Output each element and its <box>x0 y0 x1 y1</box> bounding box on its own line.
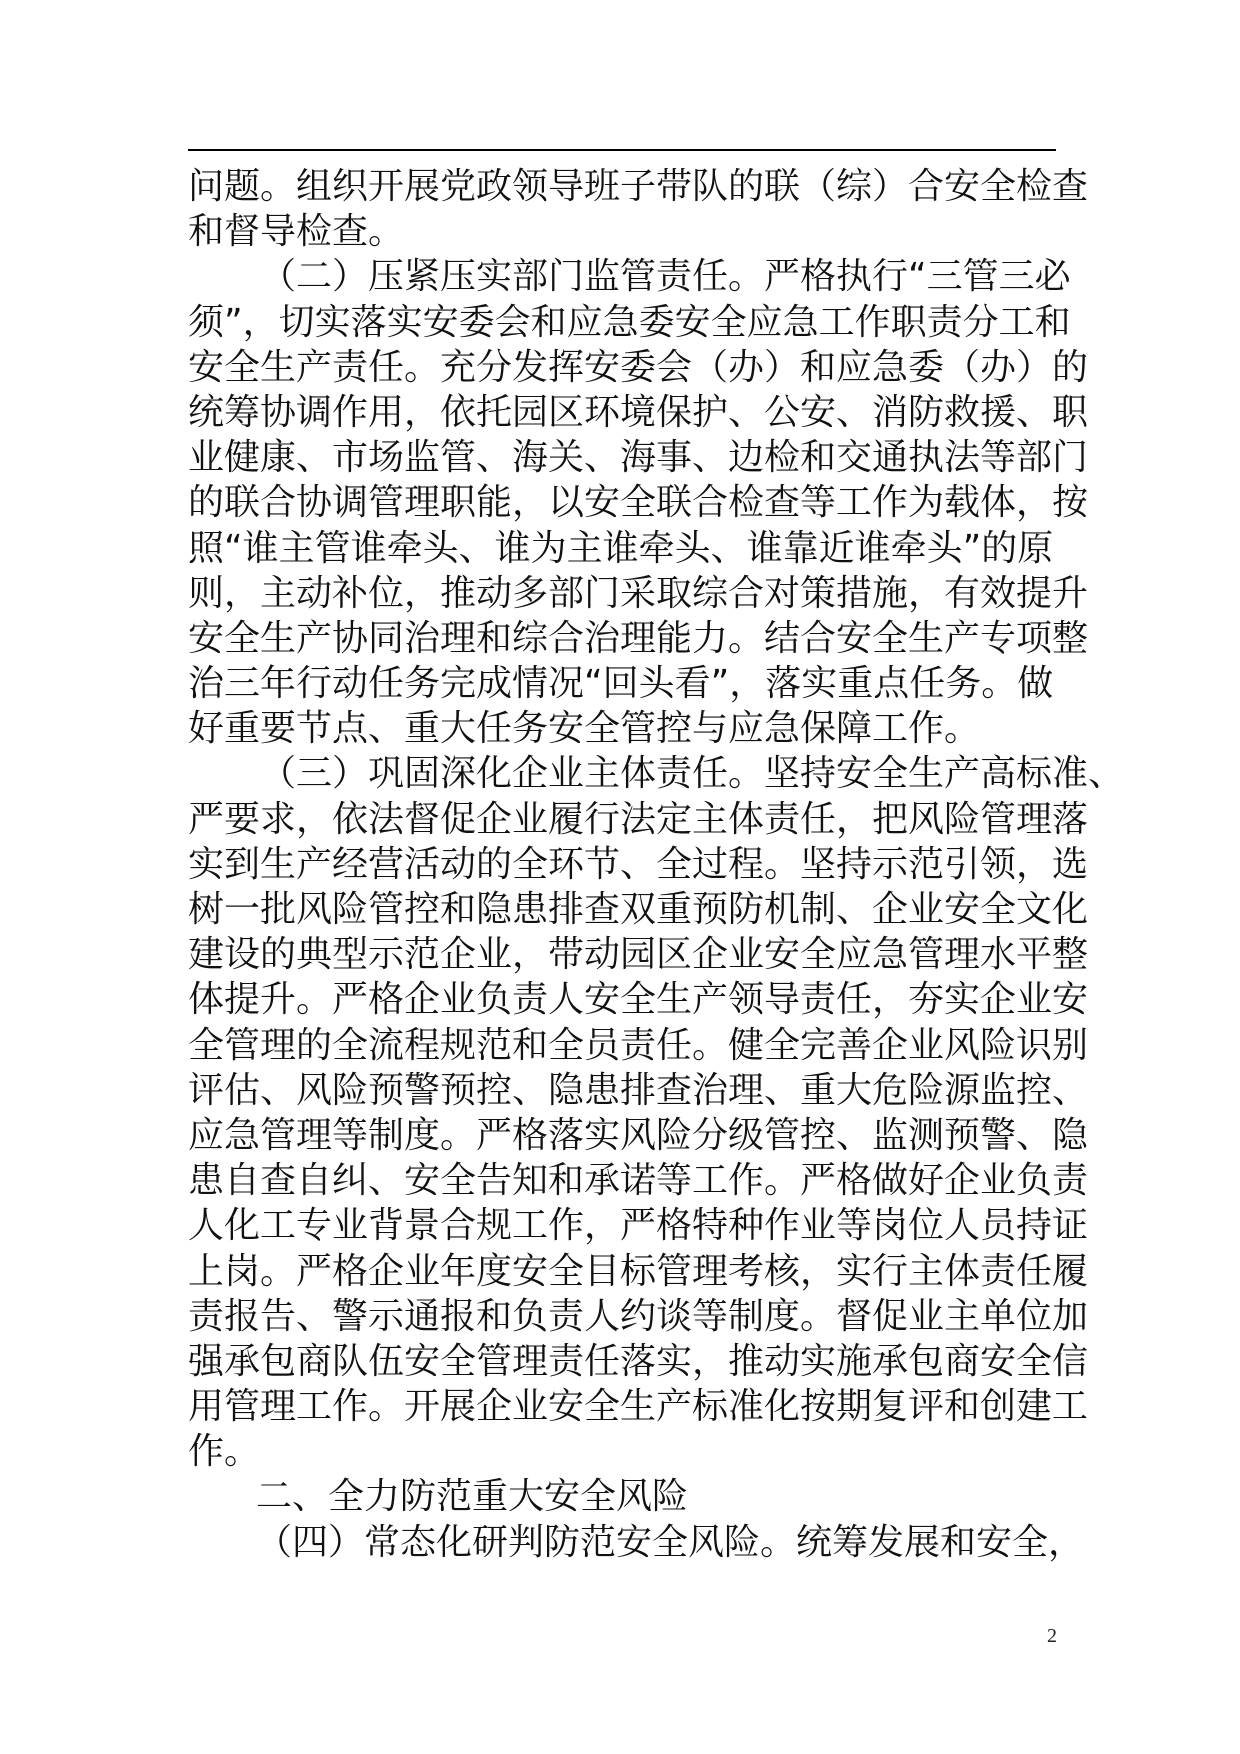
text-line: 树一批风险管控和隐患排查双重预防机制、企业安全文化 <box>188 889 1089 930</box>
text-line: 问题。组织开展党政领导班子带队的联（综）合安全检查 <box>188 166 1089 207</box>
text-line: 作。 <box>188 1431 261 1473</box>
text-line: 安全生产协同治理和综合治理能力。结合安全生产专项整 <box>188 617 1089 659</box>
text-line: 须”，切实落实安委会和应急委安全应急工作职责分工和 <box>188 301 1071 343</box>
text-line: 好重要节点、重大任务安全管控与应急保障工作。 <box>188 708 981 750</box>
text-line: 的联合协调管理职能，以安全联合检查等工作为载体，按 <box>188 482 1089 524</box>
text-line: 应急管理等制度。严格落实风险分级管控、监测预警、隐 <box>188 1114 1089 1156</box>
paragraph-start-line: （二）压紧压实部门监管责任。严格执行“三管三必 <box>260 256 1071 298</box>
text-line: 人化工专业背景合规工作，严格特种作业等岗位人员持证 <box>188 1205 1089 1247</box>
text-line: 责报告、警示通报和负责人约谈等制度。督促业主单位加 <box>188 1295 1089 1337</box>
text-line: 则，主动补位，推动多部门采取综合对策措施，有效提升 <box>188 572 1089 614</box>
text-line: 体提升。严格企业负责人安全生产领导责任，夯实企业安 <box>188 979 1089 1021</box>
text-line: 全管理的全流程规范和全员责任。健全完善企业风险识别 <box>188 1024 1089 1066</box>
text-line: 治三年行动任务完成情况“回头看”，落实重点任务。做 <box>188 663 1054 705</box>
page-number: 2 <box>1047 1625 1057 1647</box>
text-line: 患自查自纠、安全告知和承诺等工作。严格做好企业负责 <box>188 1160 1089 1202</box>
paragraph-start-line: （四）常态化研判防范安全风险。统筹发展和安全， <box>256 1521 1085 1563</box>
section-heading: 二、全力防范重大安全风险 <box>256 1476 689 1518</box>
text-line: 统筹协调作用，依托园区环境保护、公安、消防救援、职 <box>188 391 1089 433</box>
text-line: 安全生产责任。充分发挥安委会（办）和应急委（办）的 <box>188 346 1089 388</box>
text-line: 强承包商队伍安全管理责任落实，推动实施承包商安全信 <box>188 1340 1089 1382</box>
text-line: 上岗。严格企业年度安全目标管理考核，实行主体责任履 <box>188 1250 1089 1292</box>
text-line: 用管理工作。开展企业安全生产标准化按期复评和创建工 <box>188 1386 1089 1428</box>
text-line: 建设的典型示范企业，带动园区企业安全应急管理水平整 <box>188 934 1089 976</box>
text-line: 照“谁主管谁牵头、谁为主谁牵头、谁靠近谁牵头”的原 <box>188 527 1054 569</box>
header-rule <box>188 149 1056 151</box>
text-line: 实到生产经营活动的全环节、全过程。坚持示范引领，选 <box>188 843 1089 885</box>
paragraph-start-line: （三）巩固深化企业主体责任。坚持安全生产高标准、 <box>260 753 1125 795</box>
body-text <box>188 164 1125 1565</box>
text-line: 严要求，依法督促企业履行法定主体责任，把风险管理落 <box>188 798 1089 840</box>
text-line: 和督导检查。 <box>188 211 405 253</box>
text-line: 评估、风险预警预控、隐患排查治理、重大危险源监控、 <box>188 1069 1089 1111</box>
text-line: 业健康、市场监管、海关、海事、边检和交通执法等部门 <box>188 437 1089 479</box>
